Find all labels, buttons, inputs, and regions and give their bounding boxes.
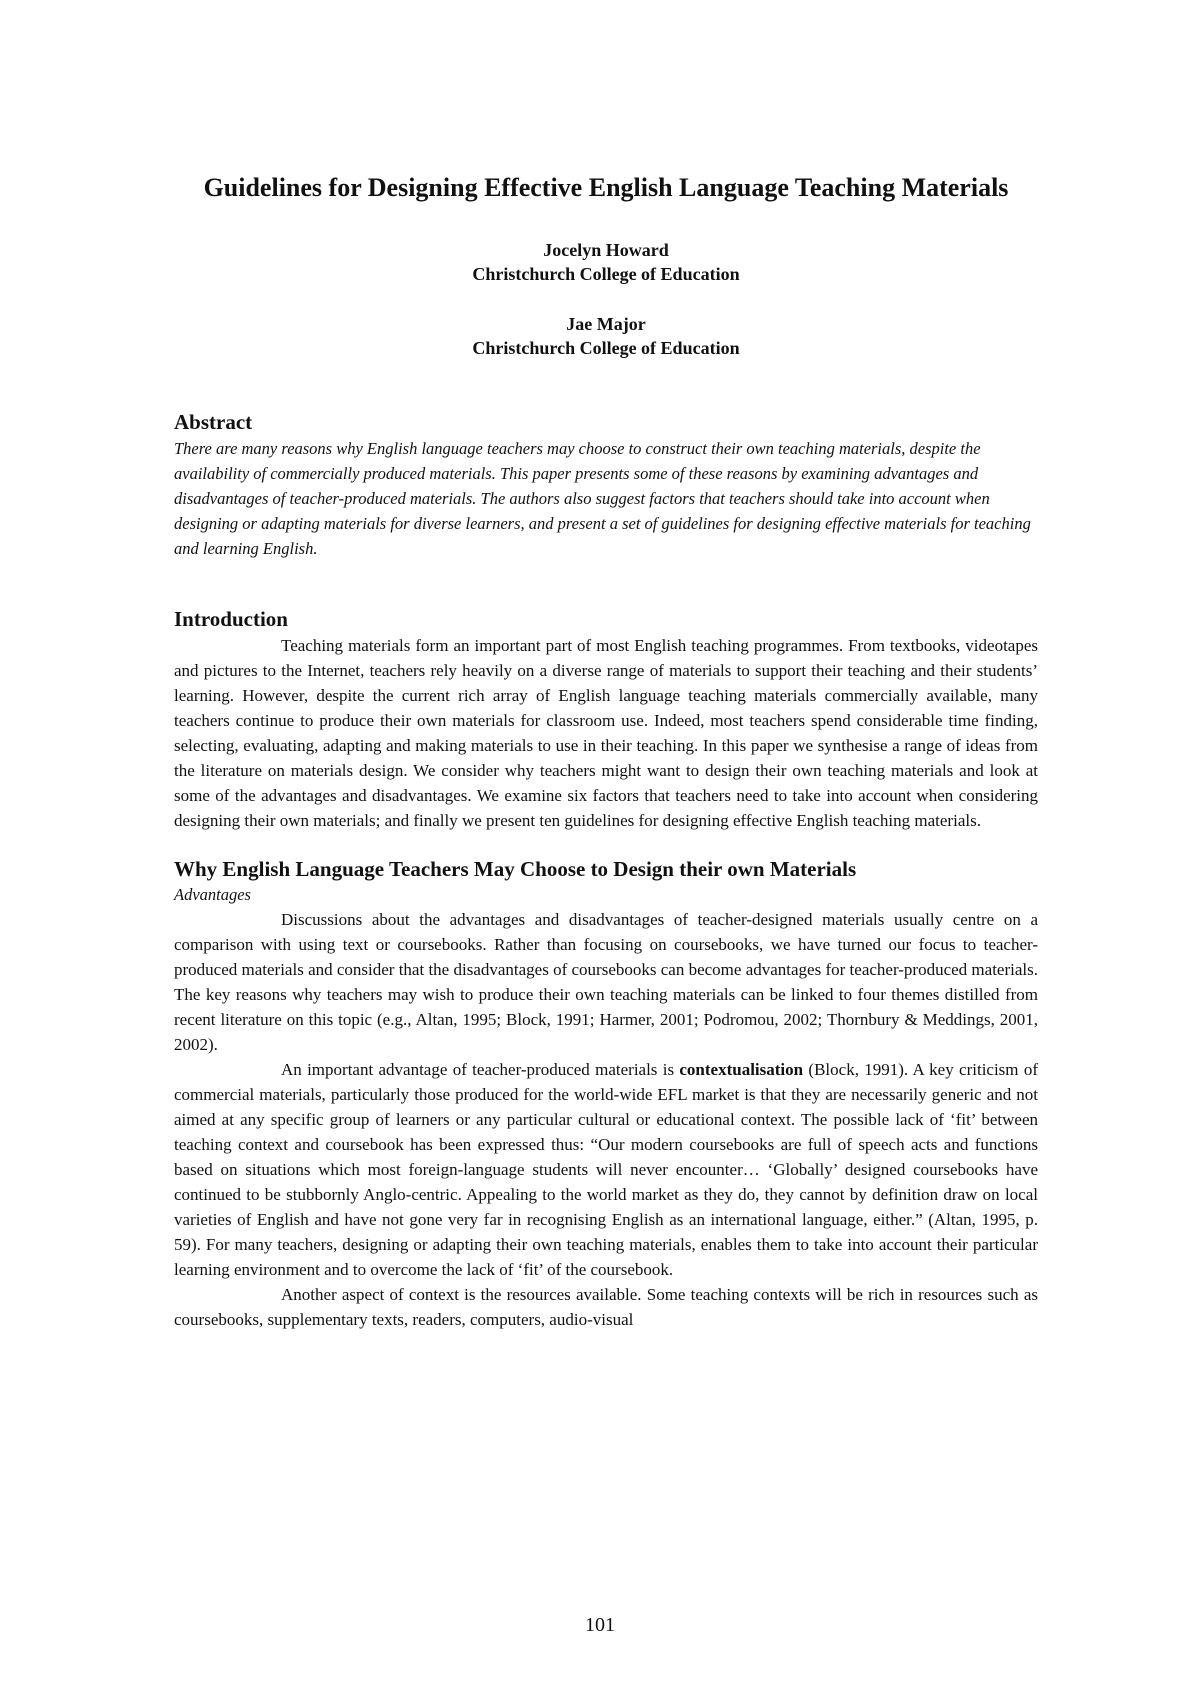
introduction-paragraph: Teaching materials form an important part of most English teaching programmes. From textbooks, videotapes and pictures to the Internet, teachers rely heavily on a diverse range of materials to support their teaching and their students’ learning. However, despite the current rich array of English language teaching materials commercially available, many teachers continue to produce their own materials for classroom use. Indeed, most teachers spend considerable time finding, selecting, evaluating, adapting and making materials to use in their teaching. In this paper we synthesise a range of ideas from the literature on materials design. We consider why teachers might want to design their own teaching materials and look at some of the advantages and disadvantages. We examine six factors that teachers need to take into account when considering designing their own materials; and finally we present ten guidelines for designing effective English teaching materials. — [174, 636, 1038, 830]
paper-title: Guidelines for Designing Effective English Language Teaching Materials — [203, 173, 1009, 202]
paragraph-text: (Block, 1991). A key criticism of commercial materials, particularly those produced for the world-wide EFL market is that they are necessarily generic and not aimed at any specific group of learners or any particular cultural or educational context. The possible lack of ‘fit’ between teaching context and coursebook has been expressed thus: “Our modern coursebooks are full of speech acts and functions based on situations which most foreign-language students will never encounter… ‘Globally’ designed coursebooks have continued to be stubbornly Anglo-centric. Appealing to the world market as they do, they cannot by definition draw on local varieties of English and have not gone very far in recognising English as an international language, either.” (Altan, 1995, p. 59). For many teachers, designing or adapting their own teaching materials, enables them to take into account their particular learning environment and to overcome the lack of ‘fit’ of the coursebook. — [174, 1060, 1038, 1279]
body-paragraph-3: Another aspect of context is the resources available. Some teaching contexts will be rich in resources such as coursebooks, supplementary texts, readers, computers, audio-visual — [174, 1285, 1038, 1329]
body-paragraph-1: Discussions about the advantages and disadvantages of teacher-designed materials usually centre on a comparison with using text or coursebooks. Rather than focusing on coursebooks, we have turned our focus to teacher-produced materials and consider that the disadvantages of coursebooks can become advantages for teacher-produced materials. The key reasons why teachers may wish to produce their own teaching materials can be linked to four themes distilled from recent literature on this topic (e.g., Altan, 1995; Block, 1991; Harmer, 2001; Podromou, 2002; Thornbury & Meddings, 2001, 2002). — [174, 910, 1038, 1054]
abstract-heading: Abstract — [174, 410, 253, 434]
abstract-text: There are many reasons why English language teachers may choose to construct their own teaching materials, despite the availability of commercially produced materials. This paper presents some of these reasons by examining advantages and disadvantages of teacher-produced materials. The authors also suggest factors that teachers should take into account when designing or adapting materials for diverse learners, and present a set of guidelines for designing effective materials for teaching and learning English. — [174, 439, 1031, 558]
author-name: Jocelyn Howard — [543, 240, 669, 260]
page-number: 101 — [585, 1614, 615, 1636]
section-heading: Why English Language Teachers May Choose to Design their own Materials — [174, 857, 857, 881]
subsection-heading: Advantages — [174, 885, 251, 904]
author-affiliation: Christchurch College of Education — [472, 338, 740, 358]
keyword-contextualisation: contextualisation — [679, 1060, 804, 1079]
introduction-heading: Introduction — [174, 607, 288, 631]
body-paragraph-2 — [174, 1057, 1038, 1282]
author-affiliation: Christchurch College of Education — [472, 264, 740, 284]
author-block-1 — [174, 238, 1038, 286]
paper-page — [174, 170, 1038, 1332]
author-block-2 — [174, 312, 1038, 360]
author-name: Jae Major — [566, 314, 646, 334]
paragraph-text: An important advantage of teacher-produced materials is — [281, 1060, 680, 1079]
